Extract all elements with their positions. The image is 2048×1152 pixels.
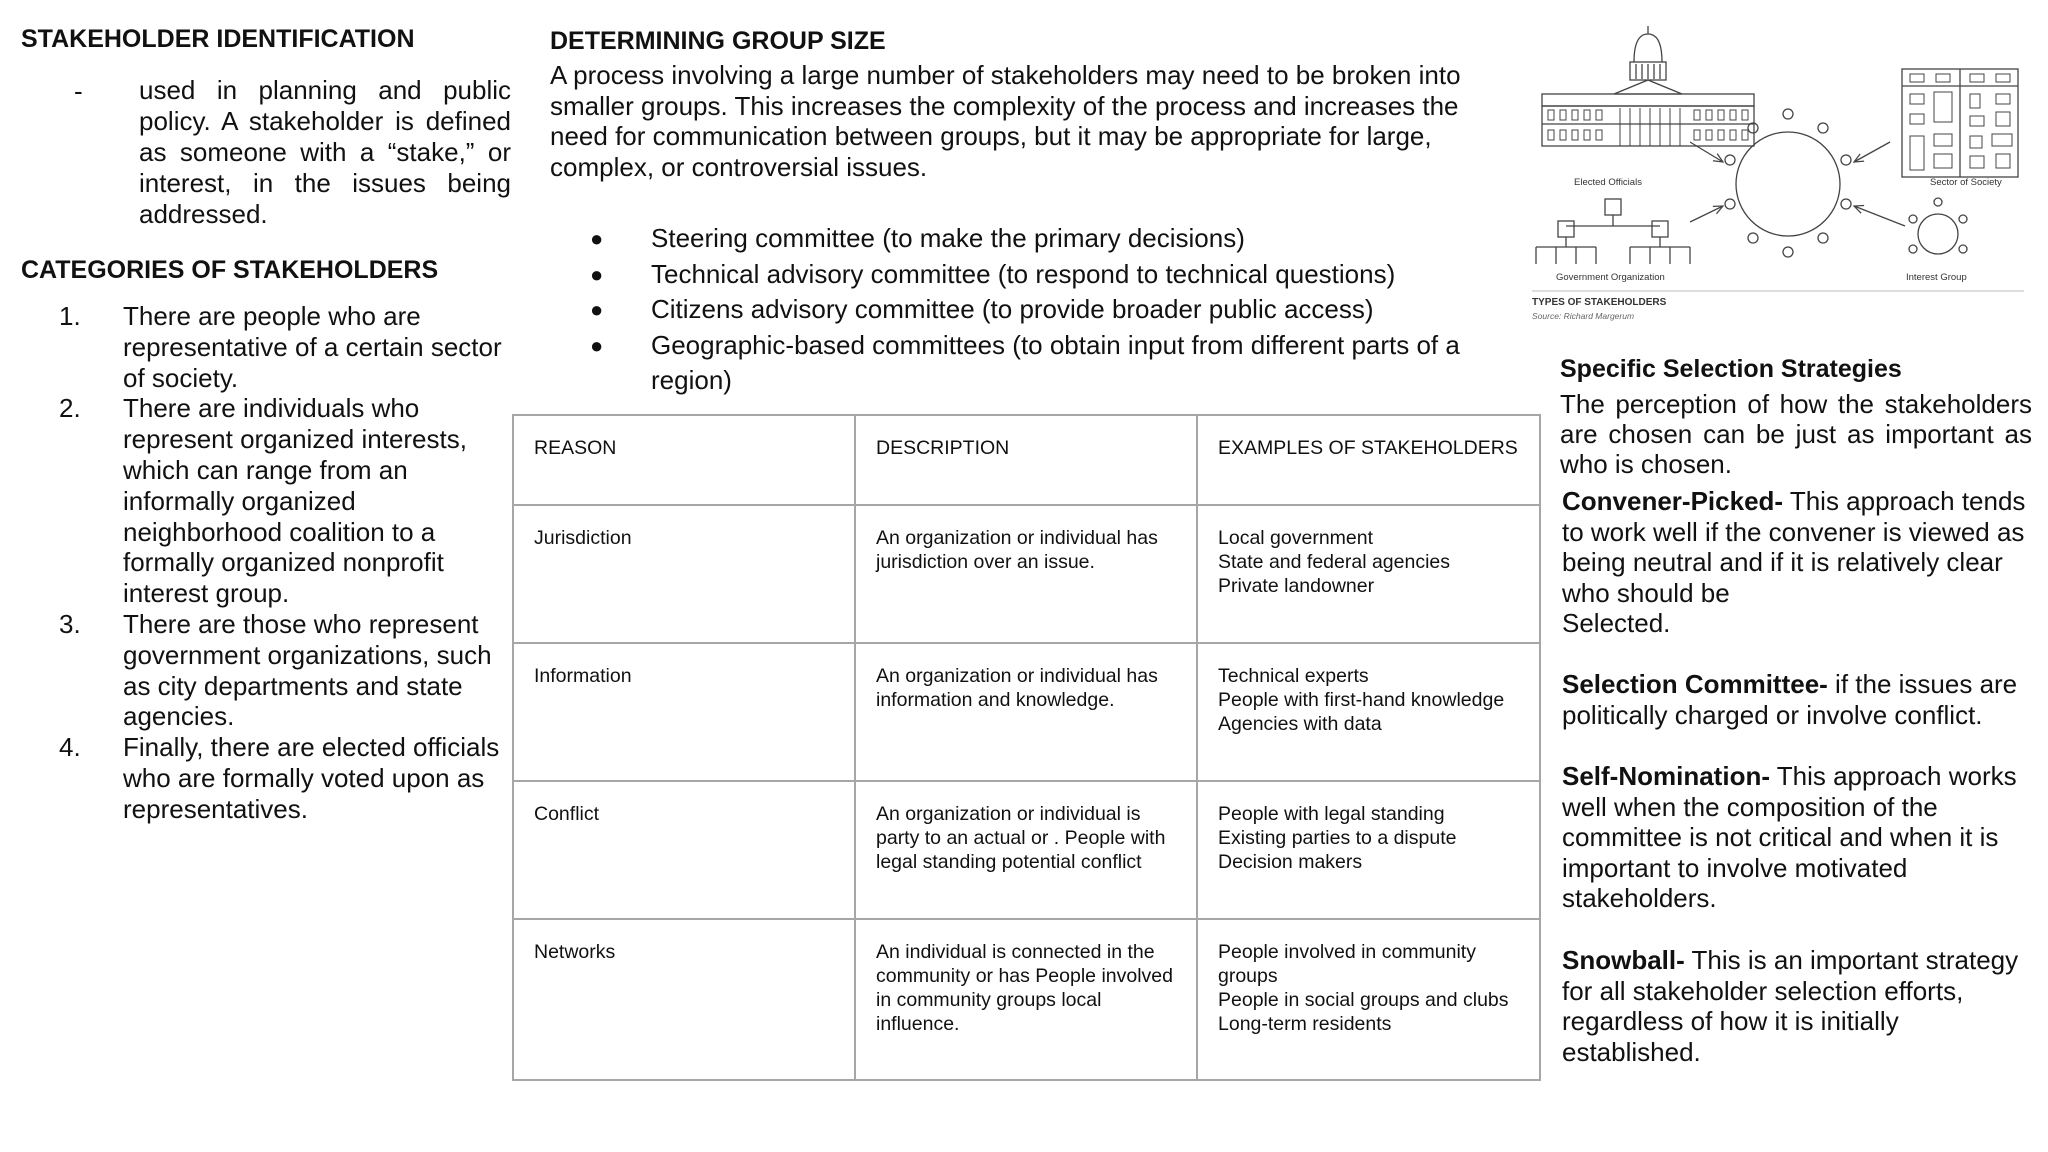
table-cell-examples [1197,781,1540,919]
table-cell-reason: Information [513,643,855,781]
list-text: Finally, there are elected officials who are formally voted upon as representatives. [123,732,500,824]
list-item [59,732,519,824]
example-line: Technical experts [1218,665,1369,687]
table-header: REASON [513,415,855,505]
example-line: People with first-hand knowledge [1218,689,1505,711]
arrow-icon [1854,142,1890,162]
strategy-text: This approach tends to work well if the convener is viewed as being neutral and if it is relatively clear who should be [1562,486,2026,608]
list-item [590,292,1530,328]
arrow-icon [1854,206,1905,226]
bullet-icon: ● [590,332,604,358]
stakeholder-circle-icon [1725,109,1851,257]
sector-of-society-label: Sector of Society [1930,177,2002,188]
capitol-building-icon [1542,26,1754,146]
arrow-icon [1690,206,1723,222]
list-number: 1. [59,301,81,331]
bullet-icon: ● [590,261,604,287]
stakeholder-reasons-table [512,414,1541,1081]
group-size-paragraph: A process involving a large number of stakeholders may need to be broken into smaller groups. This increases the complexity of the process and increases the need for communication between groups, but it may be appropriate for large, complex, or controversial issues. [550,60,1461,182]
table-header-row [513,415,1540,505]
selection-paragraph: The perception of how the stakeholders are chosen can be just as important as who is chosen. [1560,389,2032,479]
example-line: People involved in community groups [1218,941,1476,987]
example-line: Private landowner [1218,575,1375,597]
table-row [513,505,1540,643]
table-row [513,643,1540,781]
list-number: 2. [59,393,81,424]
list-text: Steering committee (to make the primary decisions) [651,223,1245,253]
table-cell-description: An organization or individual has jurisdiction over an issue. [855,505,1197,643]
org-chart-icon [1536,199,1690,264]
list-number: 4. [59,732,81,763]
strategy-name: Snowball- [1562,945,1685,975]
list-text: Geographic-based committees (to obtain input from different parts of a region) [651,329,1460,395]
table-header: DESCRIPTION [855,415,1197,505]
table-row [513,781,1540,919]
example-line: Decision makers [1218,851,1363,873]
elected-officials-label: Elected Officials [1574,177,1642,188]
list-item [590,257,1530,293]
example-line: Long-term residents [1218,1013,1392,1035]
list-item [59,301,519,393]
group-size-heading: DETERMINING GROUP SIZE [550,27,886,55]
strategy-text: This is an important strategy for all stakeholder selection efforts, regardless of how it is initially established. [1562,945,2019,1067]
committee-list [590,221,1530,399]
list-item [590,328,1530,399]
example-line: People in social groups and clubs [1218,989,1509,1011]
office-building-icon [1902,69,2018,177]
strategy-name: Selection Committee- [1562,669,1828,699]
list-item [59,609,519,732]
categories-heading: CATEGORIES OF STAKEHOLDERS [21,256,439,284]
table-cell-examples [1197,505,1540,643]
list-text: There are those who represent government organizations, such as city departments and state agencies. [123,608,492,732]
example-line: Agencies with data [1218,713,1382,735]
bullet-icon: ● [590,226,604,251]
example-line: State and federal agencies [1218,551,1451,573]
list-text: Citizens advisory committee (to provide broader public access) [651,294,1374,324]
table-header: EXAMPLES OF STAKEHOLDERS [1197,415,1540,505]
table-row [513,919,1540,1080]
table-cell-description: An organization or individual is party to an actual or . People with legal standing potential conflict [855,781,1197,919]
interest-group-icon [1909,198,1967,254]
strategy-text-tail: Selected. [1562,608,1671,638]
table-cell-reason: Conflict [513,781,855,919]
bullet-icon: ● [590,297,604,322]
table-cell-reason: Networks [513,919,855,1080]
stakeholder-identification-heading: STAKEHOLDER IDENTIFICATION [21,25,415,53]
list-item [590,221,1530,257]
table-cell-examples [1197,919,1540,1080]
table-cell-examples [1197,643,1540,781]
strategy-text: This approach works well when the composition of the committee is not critical and when it is important to involve motivated stakeholders. [1562,761,2017,913]
example-line: Existing parties to a dispute [1218,827,1457,849]
strategy-name: Self-Nomination- [1562,761,1770,791]
stakeholder-definition: used in planning and public policy. A stakeholder is defined as someone with a “stake,” or interest, in the issues being addressed. [139,75,511,229]
strategy-selection-committee [1562,669,2032,730]
list-number: 3. [59,608,81,639]
government-organization-label: Government Organization [1556,272,1665,283]
table-cell-description: An organization or individual has information and knowledge. [855,643,1197,781]
categories-list [59,301,519,825]
example-line: People with legal standing [1218,803,1445,825]
interest-group-label: Interest Group [1906,272,1967,283]
strategy-snowball [1562,945,2032,1067]
list-text: There are individuals who represent organized interests, which can range from an informally organized neighborhood coalition to a formally organized nonprofit interest group. [123,393,467,609]
list-text: There are people who are representative of a certain sector of society. [123,301,502,393]
diagram-source: Source: Richard Margerum [1532,311,1635,321]
arrow-icon [1690,142,1723,162]
strategy-convener-picked [1562,486,2032,639]
table-cell-reason: Jurisdiction [513,505,855,643]
types-of-stakeholders-diagram [1530,24,2026,330]
strategy-name: Convener-Picked- [1562,486,1784,516]
selection-strategies-heading: Specific Selection Strategies [1560,355,1902,383]
list-item [59,393,519,609]
example-line: Local government [1218,527,1374,549]
list-text: Technical advisory committee (to respond to technical questions) [651,258,1396,289]
diagram-caption: TYPES OF STAKEHOLDERS [1532,297,1667,308]
definition-dash: - [74,76,83,106]
strategy-self-nomination [1562,761,2032,914]
strategy-text: if the issues are politically charged or involve conflict. [1562,669,2018,730]
table-cell-description: An individual is connected in the community or has People involved in community groups local influence. [855,919,1197,1080]
